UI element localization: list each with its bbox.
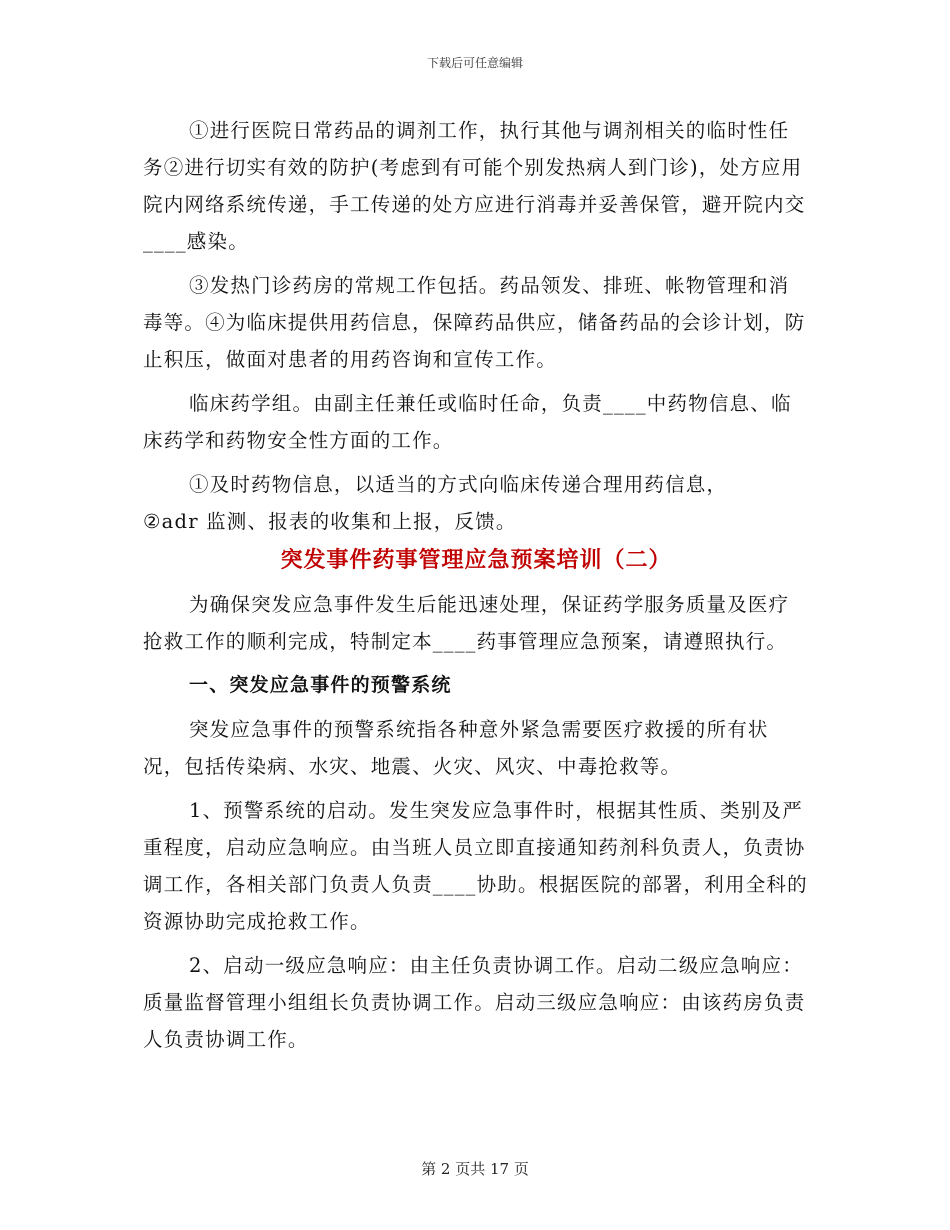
paragraph-intro: 为确保突发应急事件发生后能迅速处理，保证药学服务质量及医疗抢救工作的顺利完成，特制定本____药事管理应急预案，请遵照执行。 [143, 593, 790, 653]
paragraph-clinical-pharmacy-group: 临床药学组。由副主任兼任或临时任命，负责____中药物信息、临床药学和药物安全性方面的工作。 [143, 392, 792, 452]
page-content [143, 112, 809, 1058]
paragraph-dispensing-tasks: ①进行医院日常药品的调剂工作，执行其他与调剂相关的临时性任务②进行切实有效的防护(考虑到有可能个别发热病人到门诊)，处方应用院内网络系统传递，手工传递的处方应进行消毒并妥善保管，避开院内交____感染。 [143, 119, 806, 253]
paragraph-warning-system-definition: 突发应急事件的预警系统指各种意外紧急需要医疗救援的所有状况，包括传染病、水灾、地震、火灾、风灾、中毒抢救等。 [143, 718, 769, 778]
section-heading-warning-system: 一、突发应急事件的预警系统 [189, 674, 452, 696]
page-footer: 第 2 页共 17 页 [421, 1160, 529, 1178]
section-title: 突发事件药事管理应急预案培训（二） [280, 547, 672, 573]
paragraph-adr-monitoring: ②adr 监测、报表的收集和上报，反馈。 [143, 510, 517, 533]
paragraph-warning-activation: 1、预警系统的启动。发生突发应急事件时，根据其性质、类别及严重程度，启动应急响应。由当班人员立即直接通知药剂科负责人，负责协调工作，各相关部门负责人负责____协助。根据医院的部署，利用全科的资源协助完成抢救工作。 [143, 799, 808, 933]
paragraph-fever-clinic-pharmacy: ③发热门诊药房的常规工作包括。药品领发、排班、帐物管理和消毒等。④为临床提供用药信息，保障药品供应，储备药品的会诊计划，防止积压，做面对患者的用药咨询和宣传工作。 [143, 274, 806, 371]
paragraph-response-levels: 2、启动一级应急响应：由主任负责协调工作。启动二级应急响应：质量监督管理小组组长负责协调工作。启动三级应急响应：由该药房负责人负责协调工作。 [143, 954, 806, 1051]
page-header: 下载后可任意编辑 [426, 56, 523, 70]
paragraph-drug-info: ①及时药物信息，以适当的方式向临床传递合理用药信息， [189, 473, 728, 496]
